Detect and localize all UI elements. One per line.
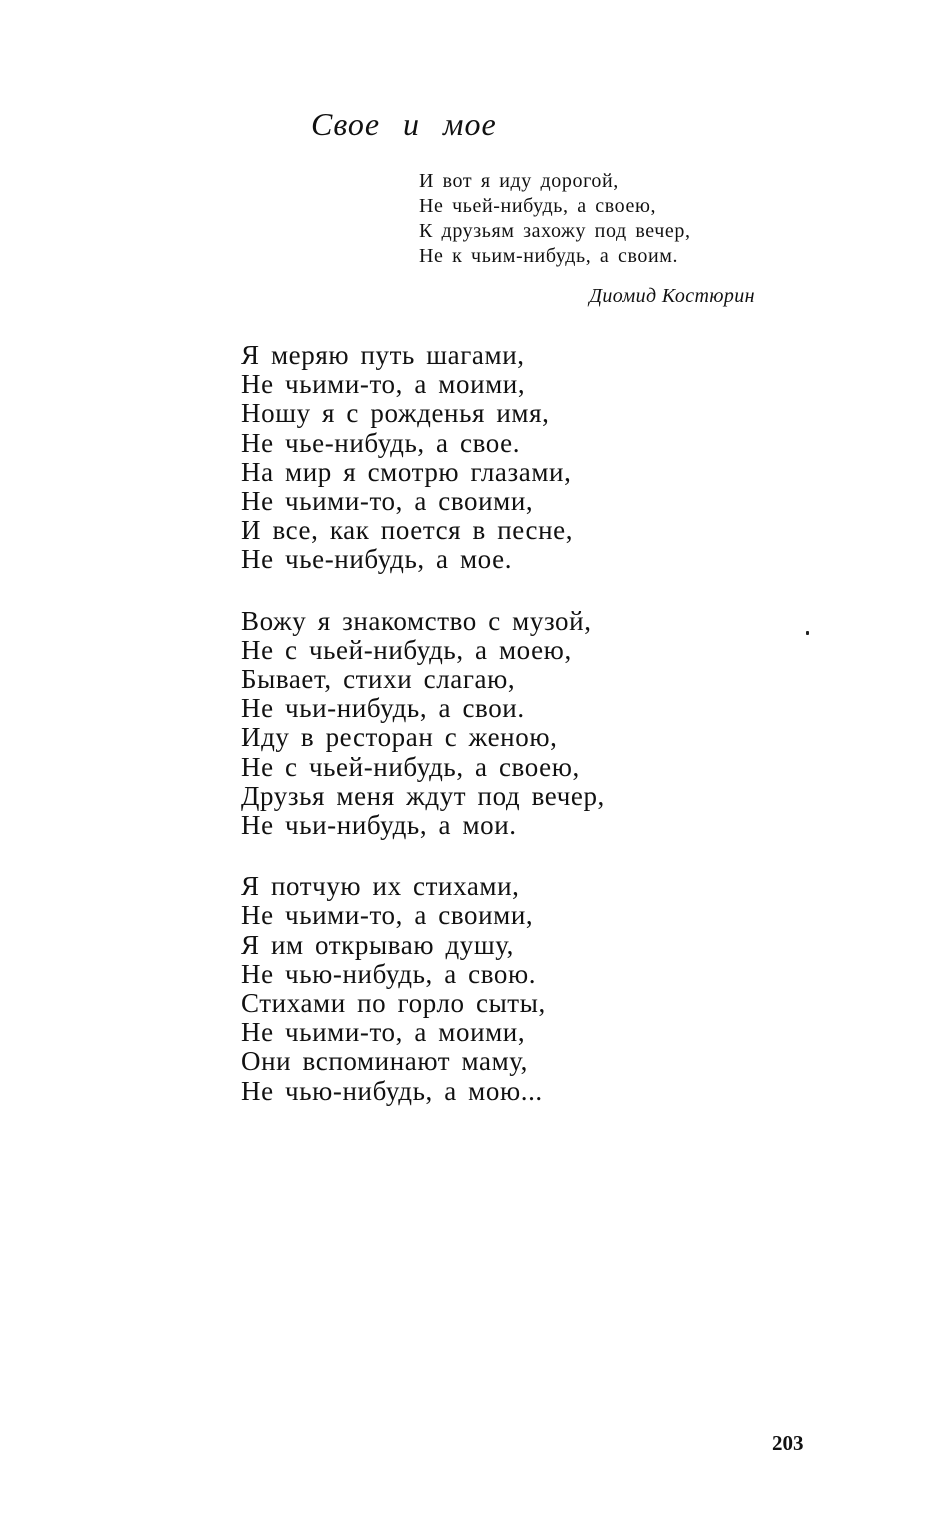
- print-speck: [806, 631, 809, 635]
- verse-line: Они вспоминают маму,: [241, 1046, 529, 1077]
- verse-line: Я им открываю душу,: [241, 929, 515, 960]
- verse-line: Не с чьей-нибудь, а своею,: [241, 751, 580, 782]
- verse-line: На мир я смотрю глазами,: [241, 456, 572, 487]
- epigraph-line: Не чьей-нибудь, а своею,: [419, 195, 657, 217]
- poem-body: [241, 341, 801, 1138]
- verse-line: Не чью-нибудь, а свою.: [241, 958, 537, 989]
- verse-line: Не чьими-то, а моими,: [241, 369, 526, 400]
- page-number: 203: [772, 1431, 804, 1455]
- verse-line: Не чье-нибудь, а свое.: [241, 427, 521, 458]
- verse-line: Не чье-нибудь, а мое.: [241, 544, 513, 575]
- verse-line: Я потчую их стихами,: [241, 871, 520, 902]
- verse-line: Иду в ресторан с женою,: [241, 722, 558, 753]
- epigraph-line: Не к чьим-нибудь, а своим.: [419, 245, 679, 267]
- verse-line: Не чьими-то, а моими,: [241, 1017, 526, 1048]
- poem-title: Свое и мое: [311, 106, 497, 142]
- verse-line: Не чьими-то, а своими,: [241, 900, 534, 931]
- verse-line: Бывает, стихи слагаю,: [241, 664, 516, 695]
- verse-line: Стихами по горло сыты,: [241, 988, 546, 1019]
- stanza-2: [241, 607, 801, 841]
- verse-line: Не чьи-нибудь, а мои.: [241, 810, 517, 841]
- verse-line: Я меряю путь шагами,: [241, 340, 525, 370]
- verse-line: Не чью-нибудь, а мою...: [241, 1075, 543, 1106]
- verse-line: Не чьи-нибудь, а свои.: [241, 693, 525, 724]
- verse-line: Не чьими-то, а своими,: [241, 486, 534, 517]
- epigraph-line: К друзьям захожу под вечер,: [419, 220, 691, 242]
- epigraph-author: Диомид Костюрин: [589, 285, 755, 307]
- verse-line: Друзья меня ждут под вечер,: [241, 780, 605, 811]
- verse-line: Вожу я знакомство с музой,: [241, 605, 592, 636]
- verse-line: Не с чьей-нибудь, а моею,: [241, 634, 572, 665]
- stanza-3: [241, 872, 801, 1106]
- verse-line: И все, как поется в песне,: [241, 515, 574, 546]
- verse-line: Ношу я с рожденья имя,: [241, 398, 550, 429]
- stanza-1: [241, 341, 801, 575]
- epigraph: [419, 169, 779, 269]
- epigraph-line: И вот я иду дорогой,: [419, 170, 619, 192]
